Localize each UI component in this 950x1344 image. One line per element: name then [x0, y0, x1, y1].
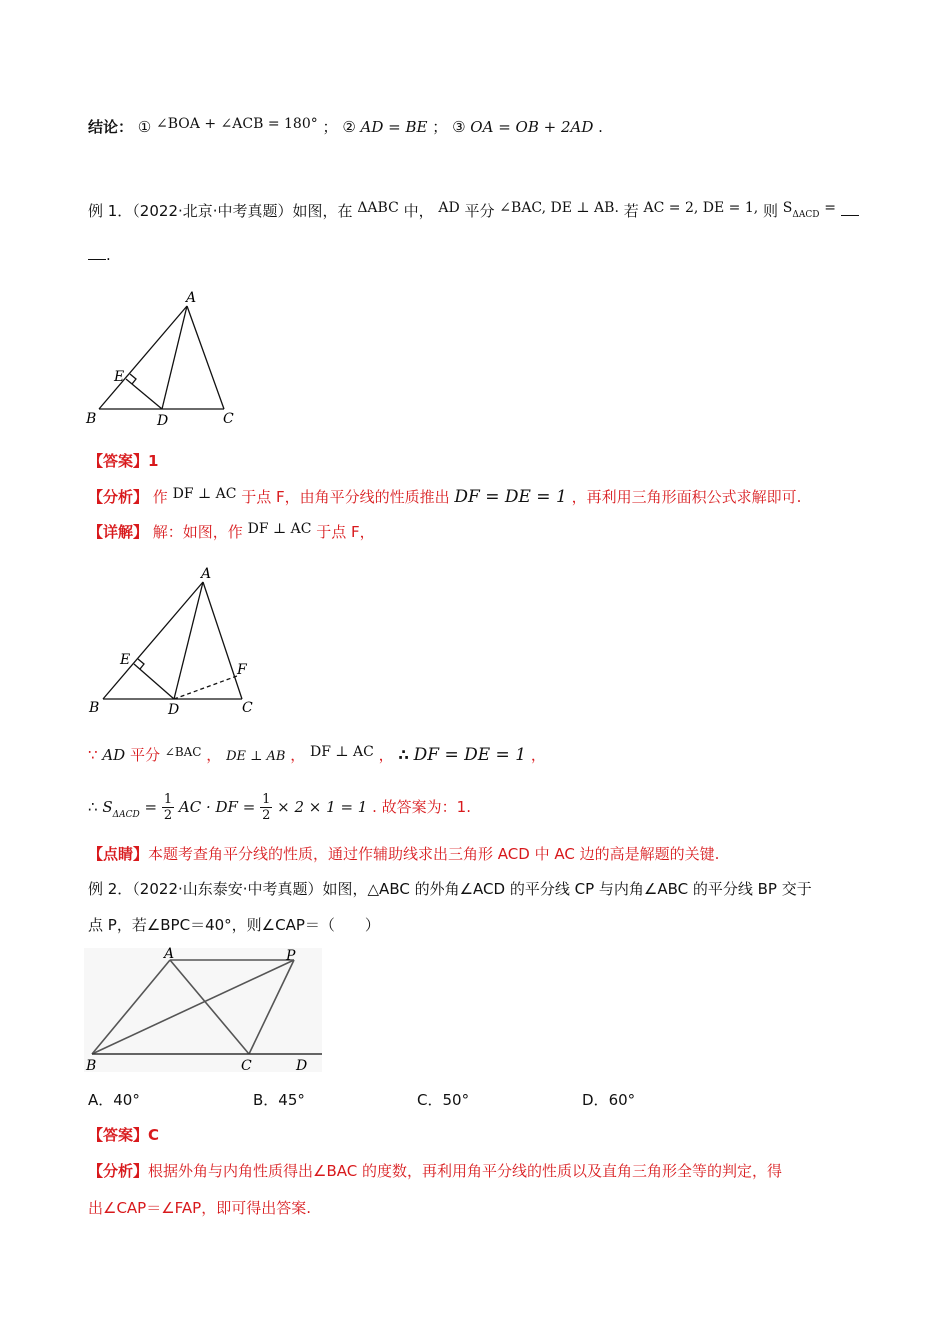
option-d[interactable]: D．60°: [582, 1091, 636, 1109]
reason2-line: [88, 792, 862, 823]
reason2-equals: =: [144, 798, 158, 816]
answer-blank: [841, 201, 859, 216]
example1-triangle: ΔABC: [357, 200, 399, 216]
fig1-label-e: E: [114, 369, 125, 385]
reason1-text-1: 平分: [129, 746, 160, 764]
answer-blank-continued: [88, 245, 106, 260]
fig3-label-d: D: [296, 1058, 308, 1074]
reason1-de-ab: DE ⊥ AB: [226, 749, 286, 764]
example2-line-1: [88, 878, 862, 900]
answer1-line: [88, 450, 862, 472]
detail1-text-1: 解：如图，作: [152, 523, 243, 541]
reason1-comma-4: ，: [530, 746, 546, 764]
analysis1-line: [88, 486, 862, 509]
answer1-value: 1: [148, 452, 159, 470]
reason1-because: ∵: [88, 746, 98, 764]
analysis1-tag: 【分析】: [88, 488, 149, 506]
detail1-tag: 【详解】: [88, 523, 149, 541]
reason2-tail: . 故答案为：1.: [372, 798, 471, 816]
analysis2-line-1: [88, 1160, 862, 1182]
analysis2-tag: 【分析】: [88, 1162, 149, 1180]
analysis2-text-2: 出∠CAP＝∠FAP，即可得出答案.: [88, 1199, 312, 1217]
analysis1-text-2: 于点 F，由角平分线的性质推出: [241, 488, 450, 506]
figure-triangle-2: [80, 562, 270, 722]
reason1-comma-1: ，: [206, 746, 222, 764]
fig2-label-d: D: [168, 702, 180, 718]
example1-area-symbol: $S_{\Delta ACD}$: [782, 200, 820, 220]
reason1-line: [88, 744, 862, 768]
example1-prefix: 例 1．（2022·北京·中考真题）如图，在: [88, 202, 353, 220]
example1-text-4: 则: [762, 202, 778, 220]
option-a[interactable]: A．40°: [88, 1091, 140, 1109]
analysis1-expr-2: DF = DE = 1: [454, 487, 567, 507]
detail1-expr: DF ⊥ AC: [247, 521, 312, 537]
comment1-line: [88, 843, 862, 865]
analysis1-expr-1: DF ⊥ AC: [172, 486, 237, 502]
fig2-label-a: A: [201, 566, 212, 582]
conclusion-sep-2: ；: [432, 118, 448, 136]
conclusion-label: 结论：: [88, 118, 134, 136]
conclusion-expr-2: AD = BE: [360, 118, 428, 136]
fig2-label-e: E: [120, 652, 131, 668]
example2-line-2: [88, 914, 862, 936]
example1-values: AC = 2, DE = 1,: [643, 200, 759, 216]
example1-line: [88, 200, 862, 225]
conclusion-expr-1: ∠BOA + ∠ACB = 180°: [156, 116, 318, 132]
example1-condition: ∠BAC, DE ⊥ AB.: [499, 200, 619, 216]
reason1-result: DF = DE = 1: [413, 745, 527, 765]
fig3-label-p: P: [286, 948, 296, 964]
reason1-comma-2: ，: [290, 746, 306, 764]
conclusion-marker-2: ②: [342, 118, 356, 136]
fig3-label-a: A: [164, 946, 175, 962]
conclusion-line: [88, 116, 862, 139]
example1-text-3: 若: [623, 202, 639, 220]
option-c[interactable]: C．50°: [417, 1091, 470, 1109]
fig3-label-b: B: [86, 1058, 97, 1074]
example1-end: .: [106, 246, 111, 264]
answer2-line: [88, 1124, 862, 1146]
conclusion-expr-3: OA = OB + 2AD: [470, 118, 594, 136]
conclusion-marker-1: ①: [137, 118, 152, 136]
fig2-label-b: B: [89, 700, 100, 716]
example2-text-1: 例 2．（2022·山东泰安·中考真题）如图，△ABC 的外角∠ACD 的平分线 CP 与内角∠ABC 的平分线 BP 交于: [88, 880, 812, 898]
fraction-one-half-1: $\frac{1}{2}$: [163, 792, 173, 823]
fraction-one-half-2: $\frac{1}{2}$: [262, 792, 271, 823]
answer2-tag: 【答案】: [88, 1126, 149, 1144]
example1-text-2: 平分: [464, 202, 495, 220]
example1-text-1: 中，: [403, 202, 434, 220]
example1-ad: AD: [438, 200, 460, 216]
reason1-comma-3: ，: [378, 746, 394, 764]
reason1-bac: ∠BAC: [164, 745, 202, 759]
analysis2-line-2: [88, 1197, 862, 1219]
fig1-label-b: B: [86, 411, 97, 427]
reason1-ad: AD: [102, 746, 126, 764]
conclusion-marker-3: ③: [452, 118, 466, 136]
fig2-label-c: C: [242, 700, 253, 716]
fig1-label-d: D: [157, 413, 169, 429]
reason1-df-ac: DF ⊥ AC: [310, 744, 374, 760]
reason1-therefore: ∴: [398, 746, 409, 764]
answer1-tag: 【答案】: [88, 452, 149, 470]
comment1-text: 本题考查角平分线的性质，通过作辅助线求出三角形 ACD 中 AC 边的高是解题的关键.: [148, 845, 720, 863]
reason2-middle: AC · DF =: [178, 798, 256, 816]
fig1-label-a: A: [186, 290, 197, 306]
reason2-area-symbol: $S_{\Delta ACD}$: [102, 798, 140, 820]
conclusion-end: .: [598, 118, 603, 136]
comment1-tag: 【点睛】: [88, 845, 149, 863]
detail1-line: [88, 521, 862, 544]
fig3-label-c: C: [241, 1058, 252, 1074]
conclusion-sep-1: ；: [322, 118, 338, 136]
figure-parallelogram: [84, 946, 326, 1076]
fig1-label-c: C: [223, 411, 234, 427]
detail1-text-2: 于点 F，: [316, 523, 375, 541]
fig2-label-f: F: [237, 662, 247, 678]
analysis2-text-1: 根据外角与内角性质得出∠BAC 的度数，再利用角平分线的性质以及直角三角形全等的判定，得: [148, 1162, 782, 1180]
example2-text-2: 点 P，若∠BPC＝40°，则∠CAP＝（ ）: [88, 916, 380, 934]
analysis1-text-1: 作: [152, 488, 168, 506]
example1-equals: =: [824, 200, 836, 216]
answer2-value: C: [148, 1126, 160, 1144]
reason2-rest: × 2 × 1 = 1: [277, 798, 368, 816]
analysis1-text-3: ，再利用三角形面积公式求解即可.: [571, 488, 802, 506]
example1-line-2: [88, 244, 862, 266]
figure-triangle-1: [80, 288, 250, 433]
reason2-therefore: ∴: [88, 798, 98, 816]
option-b[interactable]: B．45°: [253, 1091, 305, 1109]
